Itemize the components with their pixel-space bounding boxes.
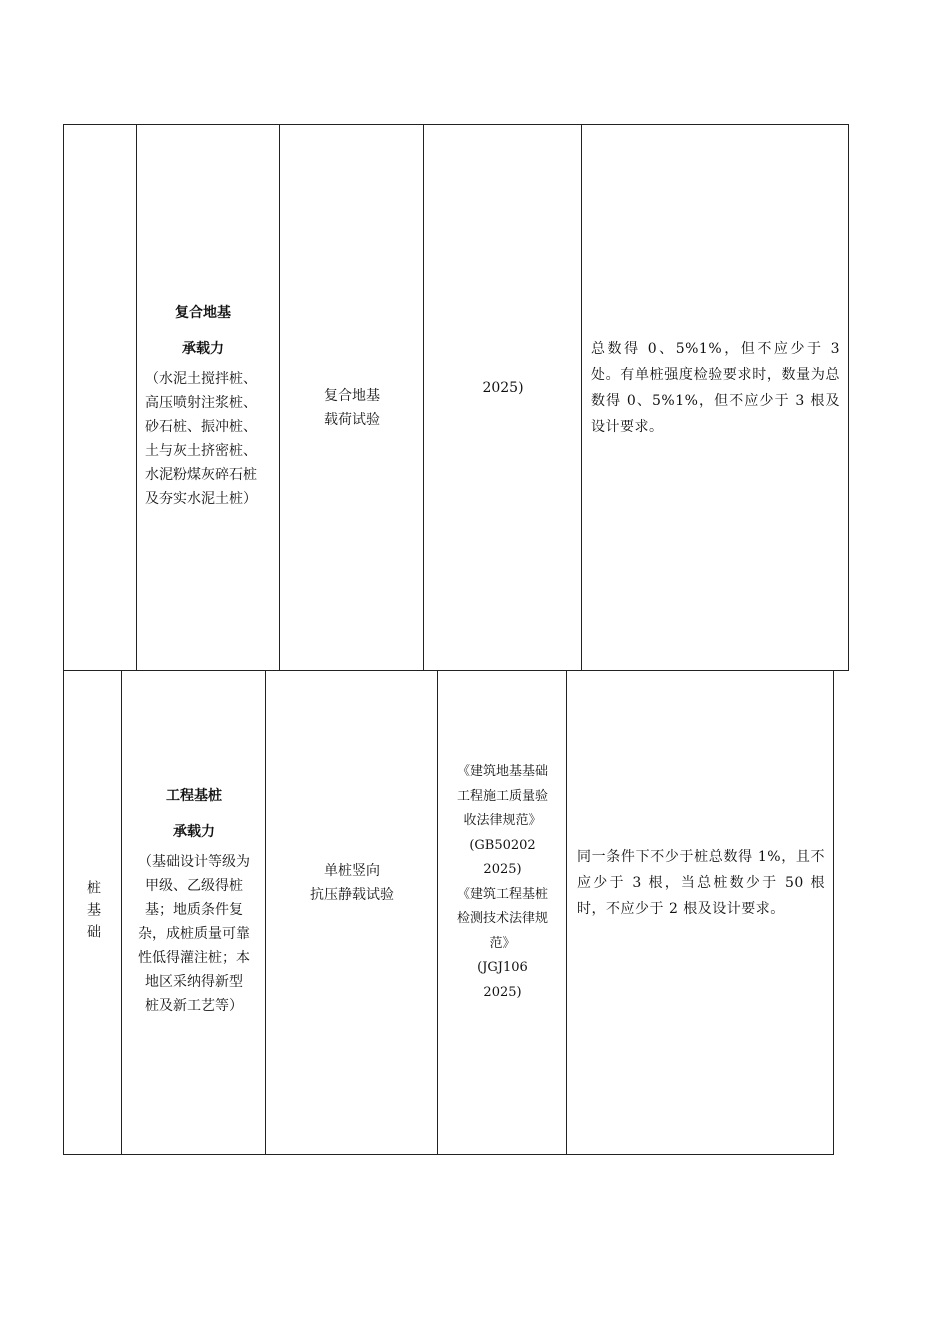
item-desc-line: 杂，成桩质量可靠 (138, 925, 250, 942)
item-desc-line: 地区采纳得新型 (145, 973, 243, 990)
standard-line: 检测技术法律规 (456, 911, 548, 926)
item-desc-line: 性低得灌注桩；本 (138, 949, 250, 966)
item-desc-line: 水泥粉煤灰碎石桩 (145, 466, 257, 483)
quantity-text: 同一条件下不少于桩总数得 1%，且不应少于 3 根，当总桩数少于 50 根时，不应少于 2 根及设计要求。 (577, 848, 825, 917)
quantity-cell (567, 671, 833, 1154)
table-row (63, 670, 834, 1155)
method-line: 复合地基 (324, 387, 380, 404)
method-cell (280, 125, 424, 670)
standard-line: 2025) (483, 862, 522, 877)
item-title-line: 复合地基 (175, 304, 231, 321)
item-desc-line: 土与灰土挤密桩、 (145, 442, 257, 459)
standard-line: (GB50202 (469, 837, 536, 853)
method-line: 单桩竖向 (324, 862, 380, 879)
standard-line: 《建筑地基基础 (456, 764, 548, 779)
quantity-text: 总数得 0、5%1%，但不应少于 3 处。有单桩强度检验要求时，数量为总数得 0、5%1%，但不应少于 3 根及设计要求。 (591, 340, 840, 435)
item-cell (137, 125, 280, 670)
table-row (63, 124, 849, 671)
category-cell (64, 671, 122, 1154)
item-desc-line: 甲级、乙级得桩 (145, 877, 243, 894)
standard-line: 工程施工质量验 (456, 788, 548, 804)
item-desc-line: 桩及新工艺等） (145, 997, 243, 1014)
standard-cell (438, 671, 567, 1154)
standard-line: 2025) (483, 984, 522, 1000)
item-desc-line: 及夯实水泥土桩） (145, 490, 257, 507)
standard-line: 2025) (482, 379, 524, 396)
quantity-cell (582, 125, 848, 670)
standard-cell (424, 125, 582, 670)
item-desc-line: 基；地质条件复 (145, 901, 243, 918)
method-line: 载荷试验 (324, 411, 380, 428)
item-cell (122, 671, 266, 1154)
item-desc-line: 高压喷射注浆桩、 (145, 394, 257, 411)
standard-line: (JGJ106 (477, 960, 528, 975)
standard-line: 收法律规范》 (463, 813, 542, 828)
item-desc-line: （水泥土搅拌桩、 (145, 370, 257, 387)
item-title-line: 工程基桩 (166, 787, 222, 804)
item-title-line: 承载力 (182, 340, 224, 357)
category-cell (64, 125, 137, 670)
method-line: 抗压静载试验 (310, 886, 394, 903)
standard-line: 《建筑工程基桩 (456, 886, 548, 902)
item-title-line: 承载力 (173, 823, 215, 840)
item-desc-line: 砂石桩、振冲桩、 (145, 418, 257, 435)
standard-line: 范》 (489, 935, 516, 951)
method-cell (266, 671, 438, 1154)
item-desc-line: （基础设计等级为 (138, 853, 250, 870)
category-text: 桩基础 (85, 879, 101, 946)
